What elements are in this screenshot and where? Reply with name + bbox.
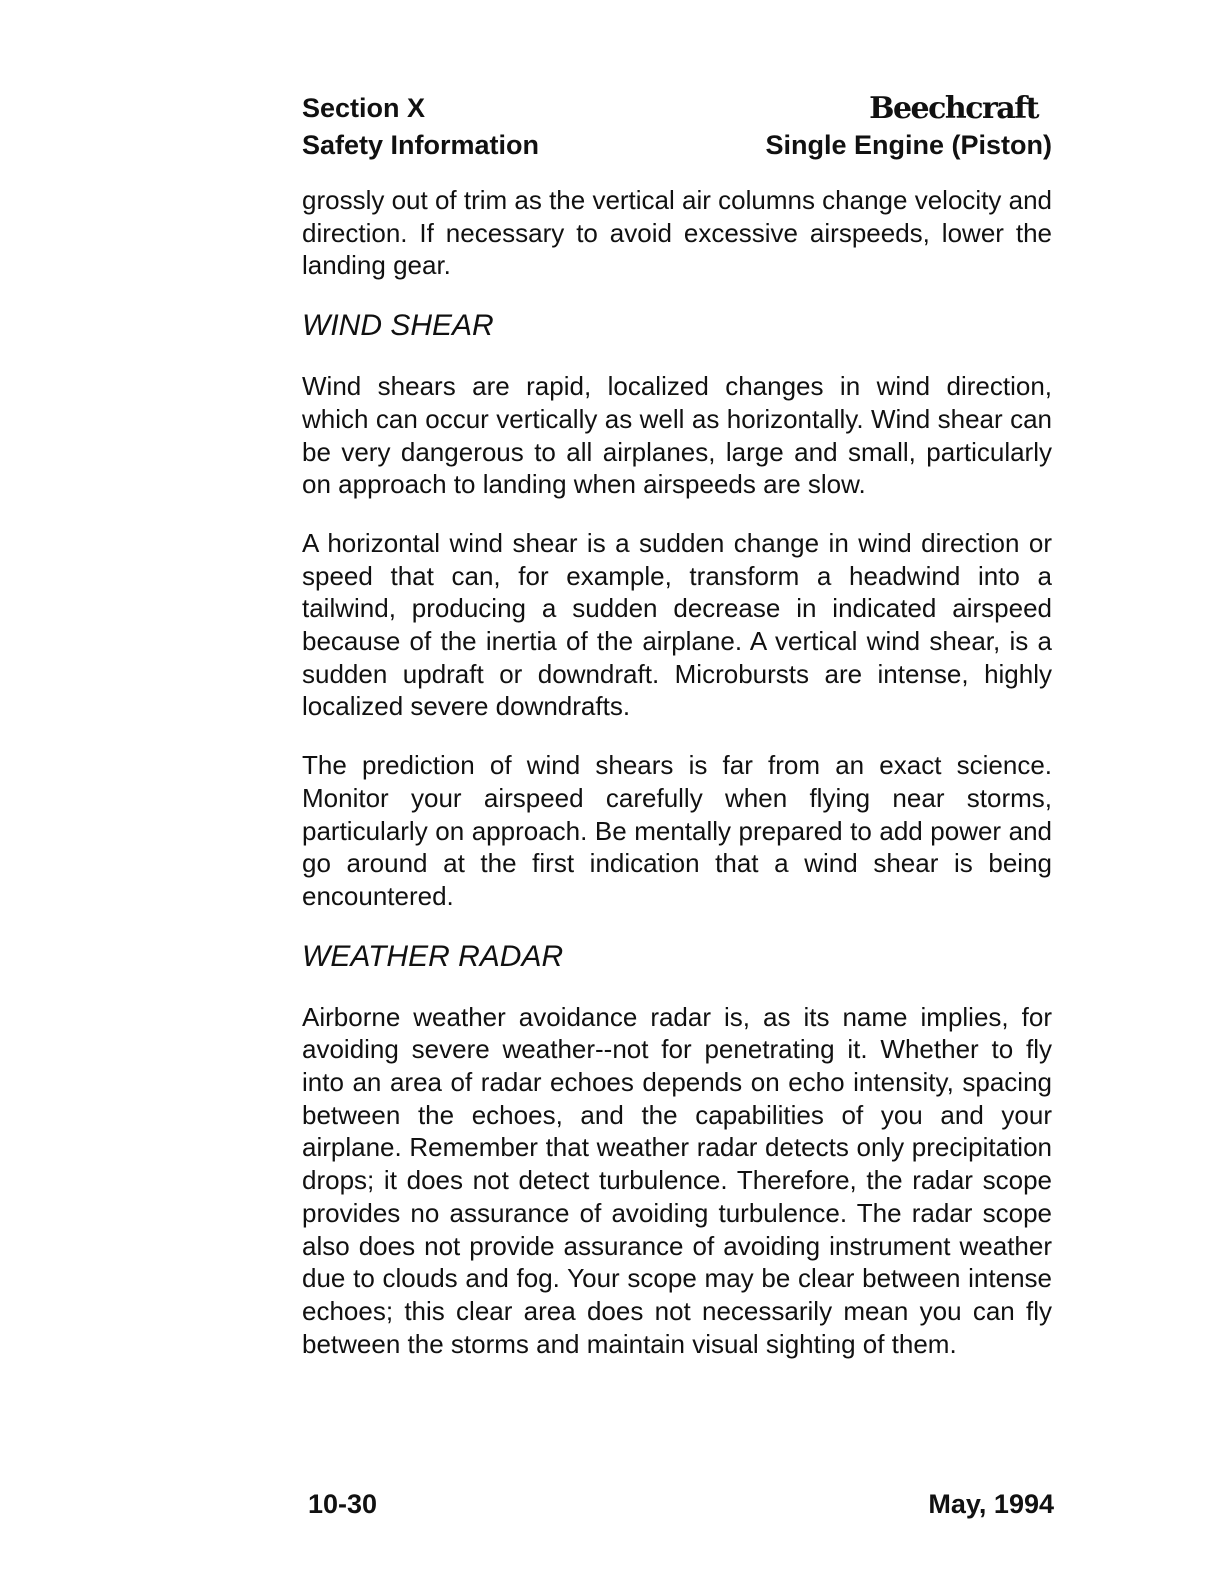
page-body	[302, 184, 1052, 1360]
wind-shear-paragraph-1: Wind shears are rapid, localized changes in wind direction, which can occur vertically as well as horizontally. Wind shear can be very dangerous to all airplanes, large and small, particularly on approach to landing when airspeeds are slow.	[302, 371, 1052, 500]
wind-shear-paragraph-2: A horizontal wind shear is a sudden change in wind direction or speed that can, for example, transform a headwind into a tailwind, producing a sudden decrease in indicated airspeed because of the inertia of the airplane. A vertical wind shear, is a sudden updraft or downdraft. Microbursts are intense, highly localized severe downdrafts.	[302, 527, 1052, 722]
page-header	[302, 90, 1052, 164]
section-label: Section X	[302, 93, 426, 123]
page-number: 10-30	[308, 1489, 378, 1519]
weather-radar-heading: WEATHER RADAR	[302, 939, 564, 973]
weather-radar-paragraph-1: Airborne weather avoidance radar is, as its name implies, for avoiding severe weather--not for penetrating it. Whether to fly into an area of radar echoes depends on echo intensity, spacing between the echoes, and the capabilities of you and your airplane. Remember that weather radar detects only precipitation drops; it does not detect turbulence. Therefore, the radar scope provides no assurance of avoiding turbulence. The radar scope also does not provide assurance of avoiding instrument weather due to clouds and fog. Your scope may be clear between intense echoes; this clear area does not necessarily mean you can fly between the storms and maintain visual sighting of them.	[302, 1001, 1052, 1359]
wind-shear-heading: WIND SHEAR	[302, 309, 494, 343]
brand-logo: Beechcraft	[869, 91, 1038, 126]
section-title: Safety Information	[302, 130, 540, 160]
wind-shear-paragraph-3: The prediction of wind shears is far from an exact science. Monitor your airspeed carefully when flying near storms, particularly on approach. Be mentally prepared to add power and go around at the first indication that a wind shear is being encountered.	[302, 750, 1052, 911]
intro-paragraph: grossly out of trim as the vertical air columns change velocity and direction. If necessary to avoid excessive airspeeds, lower the landing gear.	[302, 185, 1053, 281]
model-title: Single Engine (Piston)	[765, 130, 1052, 160]
header-left	[302, 90, 539, 164]
header-right	[765, 90, 1052, 164]
revision-date: May, 1994	[928, 1489, 1054, 1519]
manual-page	[302, 90, 1052, 1386]
page-footer	[308, 1486, 1054, 1522]
